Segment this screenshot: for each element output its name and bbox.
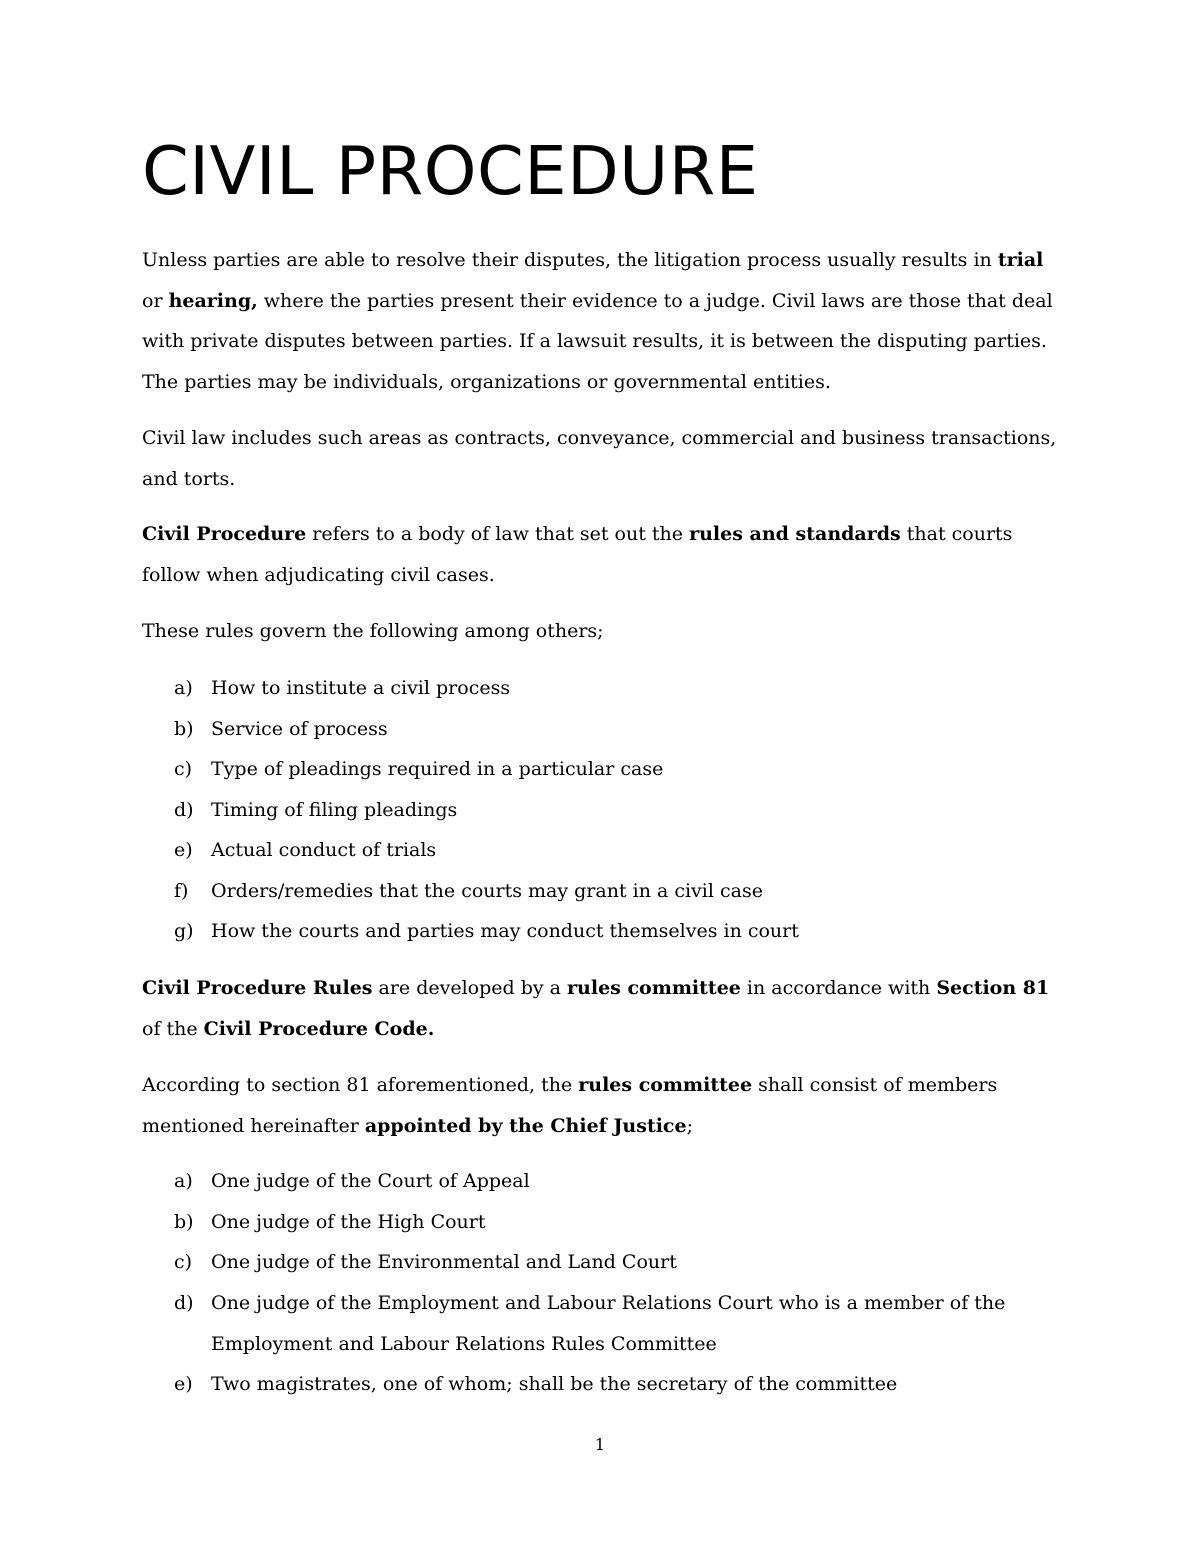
page-title: CIVIL PROCEDURE (142, 132, 759, 210)
list-item (174, 1283, 1034, 1364)
list-item (174, 1242, 1034, 1283)
bold-term-rules-committee: rules committee (567, 977, 741, 999)
list-marker: b) (174, 718, 194, 740)
bold-term-appointed-by-chief-justice: appointed by the Chief Justice (364, 1114, 687, 1137)
list-item-text: Timing of filing pleadings (211, 799, 458, 821)
committee-members-paragraph (142, 1065, 1062, 1146)
list-item (174, 830, 1034, 871)
text-run: ; (686, 1114, 694, 1137)
list-marker: a) (174, 677, 193, 699)
text-run: in accordance with (740, 977, 937, 999)
civil-law-paragraph: Civil law includes such areas as contracts, conveyance, commercial and business transactions, and torts. (142, 427, 1057, 490)
list-marker: b) (174, 1211, 194, 1233)
list-item-text: One judge of the Court of Appeal (211, 1170, 530, 1192)
text-run: or (142, 289, 169, 312)
text-run: are developed by a (372, 977, 568, 999)
bold-term-trial: trial (997, 249, 1044, 271)
list-item-text: Two magistrates, one of whom; shall be the secretary of the committee (211, 1373, 898, 1395)
list-item (174, 1364, 1034, 1405)
list-item-text: Service of process (211, 718, 388, 740)
bold-term-civil-procedure: Civil Procedure (142, 523, 307, 545)
intro-paragraph (142, 240, 1062, 402)
page-number: 1 (594, 1435, 606, 1454)
list-marker: d) (174, 1292, 194, 1314)
rules-govern-paragraph: These rules govern the following among others; (142, 620, 604, 642)
list-item (174, 1161, 1034, 1202)
bold-term-civil-procedure-code: Civil Procedure Code. (203, 1017, 435, 1040)
list-marker: c) (174, 758, 193, 780)
list-item (174, 871, 1034, 912)
text-run: shall consist of members mentioned hereinafter (142, 1074, 998, 1137)
list-item-text: Actual conduct of trials (211, 839, 437, 861)
text-run: where the parties present their evidence to a judge. Civil laws are those that deal with private disputes between parties. If a lawsuit results, it is between the disputing parties. The parties may be individuals, organizations or governmental entities. (142, 289, 1053, 393)
list-item-text: One judge of the High Court (211, 1211, 486, 1233)
list-item (174, 749, 1034, 790)
list-item-text: Orders/remedies that the courts may grant in a civil case (211, 880, 763, 902)
list-marker: g) (174, 920, 194, 942)
list-marker: e) (174, 1373, 193, 1395)
list-marker: c) (174, 1251, 193, 1273)
list-marker: a) (174, 1170, 193, 1192)
civil-procedure-paragraph (142, 514, 1062, 595)
list-marker: d) (174, 799, 194, 821)
text-run: that courts follow when adjudicating civil cases. (142, 523, 1013, 586)
list-item-text: One judge of the Environmental and Land Court (211, 1251, 677, 1273)
list-item-text: How to institute a civil process (211, 677, 511, 699)
text-run: Unless parties are able to resolve their disputes, the litigation process usually results in (142, 249, 998, 271)
list-marker: e) (174, 839, 193, 861)
list-item-text: Type of pleadings required in a particular case (211, 758, 664, 780)
list-item-text: One judge of the Employment and Labour Relations Court who is a member of the Employment and Labour Relations Rules Committee (211, 1292, 1006, 1355)
list-item (174, 1202, 1034, 1243)
bold-term-rules-and-standards: rules and standards (689, 523, 901, 545)
list-marker: f) (174, 880, 189, 902)
list-item-text: How the courts and parties may conduct themselves in court (211, 920, 799, 942)
bold-term-civil-procedure-rules: Civil Procedure Rules (142, 977, 373, 999)
text-run: of the (142, 1017, 204, 1040)
bold-term-rules-committee: rules committee (578, 1074, 753, 1096)
list-item (174, 790, 1034, 831)
list-item (174, 911, 1034, 952)
rules-committee-paragraph (142, 968, 1062, 1049)
list-item (174, 668, 1034, 709)
bold-term-hearing: hearing, (168, 289, 258, 312)
text-run: refers to a body of law that set out the (306, 523, 690, 545)
text-run: According to section 81 aforementioned, the (142, 1074, 579, 1096)
list-item (174, 709, 1034, 750)
bold-term-section-81: Section 81 (936, 977, 1050, 999)
